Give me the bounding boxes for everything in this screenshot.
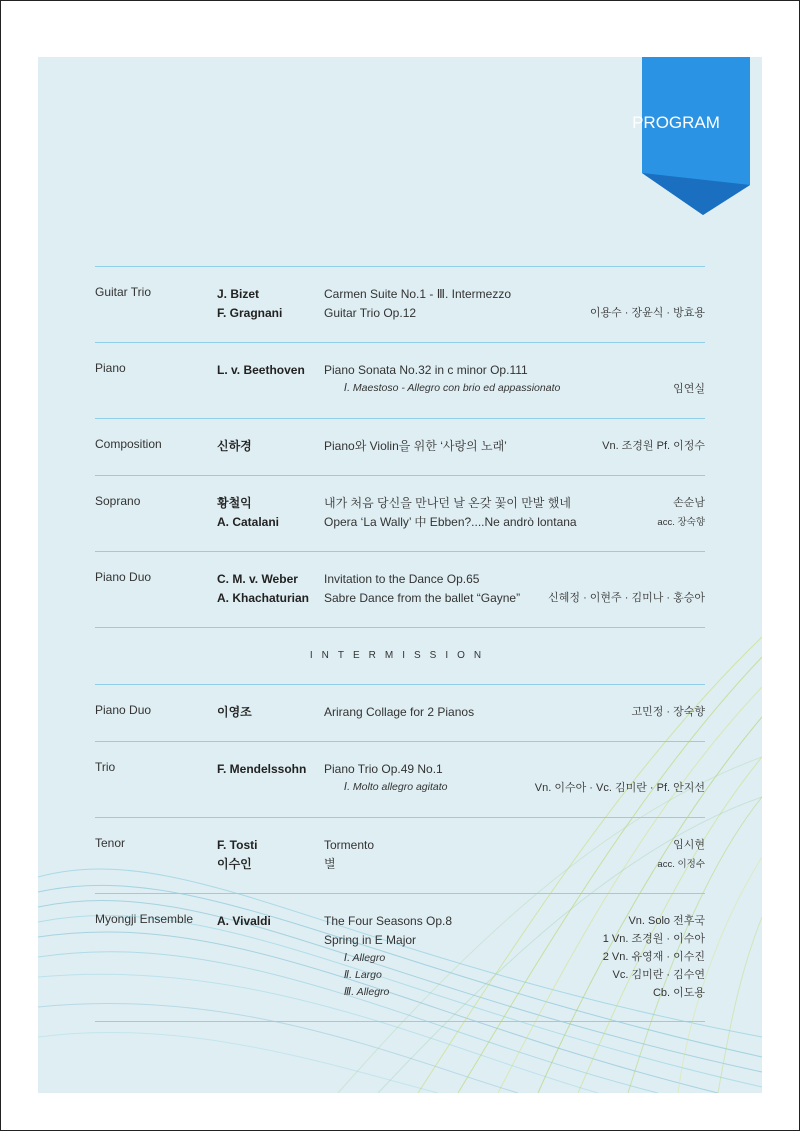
works xyxy=(324,836,374,874)
work-title: Sabre Dance from the ballet “Gayne” xyxy=(324,591,521,605)
works xyxy=(324,760,448,796)
works xyxy=(324,570,520,608)
works xyxy=(324,494,577,532)
composer: 황철익 xyxy=(217,496,252,510)
performer-line: 신혜정 · 이현주 · 김미나 · 홍승아 xyxy=(548,592,705,604)
category: Myongji Ensemble xyxy=(95,912,194,926)
composers xyxy=(217,703,252,722)
category: Guitar Trio xyxy=(95,285,152,299)
performers xyxy=(590,285,705,323)
work-title: 내가 처음 당신을 만나던 날 온갖 꽃이 만발 했네 xyxy=(324,496,571,510)
movement: Ⅱ. Largo xyxy=(344,969,382,981)
performer-line: Vn. 이수아 · Vc. 김미란 · Pf. 안지선 xyxy=(534,782,705,794)
composer: 이영조 xyxy=(217,705,252,719)
movement: Ⅰ. Molto allegro agitato xyxy=(344,781,448,793)
category: Tenor xyxy=(95,836,126,850)
composer: F. Mendelssohn xyxy=(217,762,307,776)
performer-line: 2 Vn. 유영재 · 이수진 xyxy=(602,951,705,963)
work-title: Piano Trio Op.49 No.1 xyxy=(324,762,443,776)
performer-line: 임연실 xyxy=(673,383,705,395)
program-row xyxy=(95,475,705,551)
performer-line: 고민정 · 장숙향 xyxy=(631,706,705,718)
performers xyxy=(535,760,705,798)
performer-line: 임시현 xyxy=(673,839,705,851)
work-title: Carmen Suite No.1 - Ⅲ. Intermezzo xyxy=(324,287,512,301)
composers xyxy=(217,494,279,532)
work-title: Piano Sonata No.32 in c minor Op.111 xyxy=(324,363,528,377)
performer-line: Cb. 이도용 xyxy=(652,987,705,999)
composers xyxy=(217,760,306,779)
work-title: Guitar Trio Op.12 xyxy=(324,306,417,320)
intermission-label: INTERMISSION xyxy=(309,650,491,661)
movement: Ⅰ. Allegro xyxy=(344,952,386,964)
program-row xyxy=(95,817,705,893)
work-title: Opera ‘La Wally’ 中 Ebben?....Ne andrò lontana xyxy=(324,515,577,529)
composers xyxy=(217,361,305,380)
program-list xyxy=(95,266,705,1022)
work-title: Arirang Collage for 2 Pianos xyxy=(324,705,475,719)
intermission-row xyxy=(95,627,705,684)
performer-line: acc. 장숙향 xyxy=(657,517,705,528)
composer: L. v. Beethoven xyxy=(217,363,305,377)
performers xyxy=(603,912,705,1002)
works xyxy=(324,703,474,722)
composers xyxy=(217,285,282,323)
work-title: Tormento xyxy=(324,838,375,852)
category: Trio xyxy=(95,760,116,774)
performer-line xyxy=(590,285,705,304)
work-title: The Four Seasons Op.8 xyxy=(324,914,453,928)
composers xyxy=(217,836,257,874)
performer-line xyxy=(673,361,705,380)
performer-line xyxy=(548,570,705,589)
program-row xyxy=(95,266,705,342)
performer-line: 이용수 · 장윤식 · 방효용 xyxy=(589,307,705,319)
category: Piano Duo xyxy=(95,703,152,717)
work-title: Spring in E Major xyxy=(324,933,417,947)
composers xyxy=(217,912,271,931)
performer-line: acc. 이정수 xyxy=(657,859,705,870)
composer: A. Vivaldi xyxy=(217,914,271,928)
composer: A. Khachaturian xyxy=(217,591,310,605)
performer-line: 손순남 xyxy=(673,497,705,509)
works xyxy=(324,361,560,397)
work-title: Invitation to the Dance Op.65 xyxy=(324,572,480,586)
performer-line: Vc. 김미란 · 김수연 xyxy=(612,969,705,981)
works xyxy=(324,285,511,323)
performers xyxy=(548,570,705,608)
program-row xyxy=(95,684,705,741)
composers xyxy=(217,570,309,608)
program-row xyxy=(95,342,705,418)
category: Soprano xyxy=(95,494,141,508)
composer: F. Tosti xyxy=(217,838,258,852)
performers xyxy=(657,836,705,874)
performers xyxy=(602,437,705,456)
program-row xyxy=(95,551,705,627)
composers xyxy=(217,437,252,456)
movement: Ⅲ. Allegro xyxy=(344,986,390,998)
work-title: Piano와 Violin을 위한 ‘사랑의 노래’ xyxy=(324,439,507,453)
category: Composition xyxy=(95,437,162,451)
composer: 이수인 xyxy=(217,857,252,871)
works xyxy=(324,912,452,1001)
program-label: PROGRAM xyxy=(632,113,720,132)
work-title: 별 xyxy=(324,857,336,871)
category: Piano xyxy=(95,361,126,375)
performers xyxy=(631,703,705,722)
composer: 신하경 xyxy=(217,439,252,453)
composer: C. M. v. Weber xyxy=(217,572,298,586)
program-row xyxy=(95,893,705,1022)
category: Piano Duo xyxy=(95,570,152,584)
composer: J. Bizet xyxy=(217,287,260,301)
works xyxy=(324,437,507,456)
performers xyxy=(673,361,705,399)
program-row xyxy=(95,741,705,817)
performer-line: Vn. Solo 전후국 xyxy=(628,915,705,927)
composer: F. Gragnani xyxy=(217,306,283,320)
performer-line: 1 Vn. 조경원 · 이수아 xyxy=(602,933,705,945)
performer-line xyxy=(535,760,705,779)
performers xyxy=(657,494,705,532)
movement: Ⅰ. Maestoso - Allegro con brio ed appassionato xyxy=(344,382,561,394)
composer: A. Catalani xyxy=(217,515,280,529)
program-ribbon xyxy=(638,57,762,217)
program-row xyxy=(95,418,705,475)
performer-line: Vn. 조경원 Pf. 이정수 xyxy=(602,440,705,452)
